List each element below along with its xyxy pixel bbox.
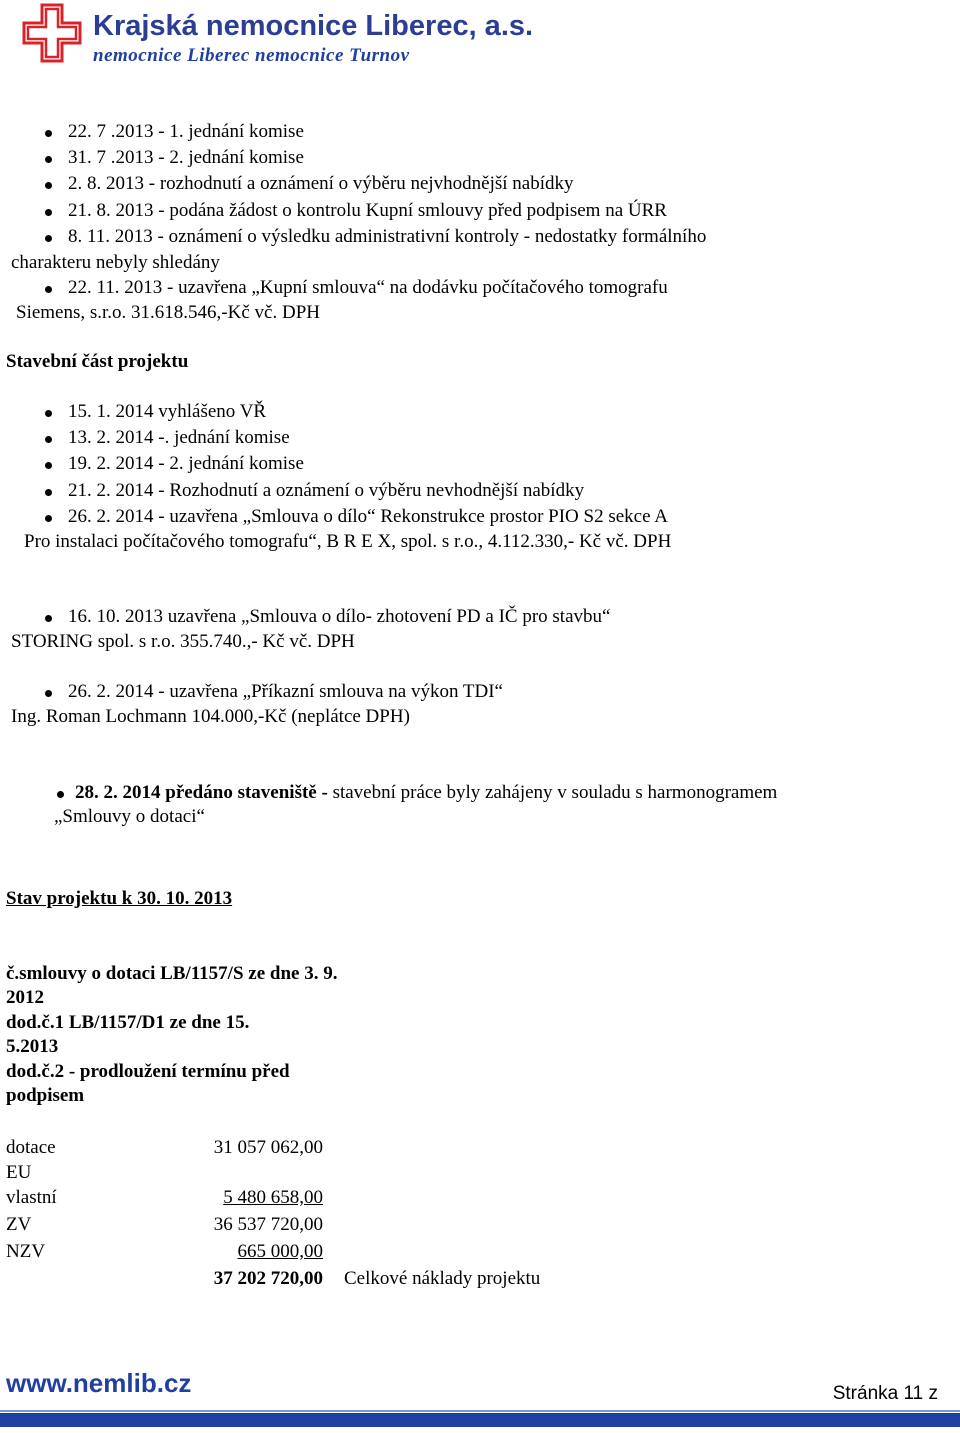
- funding-label: dotace: [6, 1137, 56, 1158]
- funding-value: 665 000,00: [237, 1241, 323, 1262]
- funding-label: NZV: [6, 1241, 46, 1262]
- contract-line: dod.č.1 LB/1157/D1 ze dne 15.: [6, 1012, 250, 1033]
- section-heading: Stavební část projektu: [6, 351, 189, 372]
- total-value: 37 202 720,00: [213, 1268, 323, 1289]
- list-item: 26. 2. 2014 - uzavřena „Smlouva o dílo“ Rekonstrukce prostor PIO S2 sekce A: [68, 506, 668, 527]
- list-item: [75, 782, 777, 804]
- contract-line: č.smlouvy o dotaci LB/1157/S ze dne 3. 9.: [6, 963, 338, 984]
- funding-value: 36 537 720,00: [213, 1214, 323, 1235]
- header-title: Krajská nemocnice Liberec, a.s.: [93, 10, 534, 42]
- contract-line: 2012: [6, 987, 44, 1008]
- funding-value: 5 480 658,00: [223, 1187, 323, 1208]
- funding-label: EU: [6, 1162, 32, 1183]
- funding-label: vlastní: [6, 1187, 57, 1208]
- contract-line: podpisem: [6, 1085, 85, 1106]
- bullet-icon: [45, 615, 52, 622]
- site-handover-bold: 28. 2. 2014 předáno staveniště -: [75, 782, 328, 803]
- list-item: 22. 11. 2013 - uzavřena „Kupní smlouva“ na dodávku počítačového tomografu: [68, 277, 668, 298]
- bullet-icon: [45, 156, 52, 163]
- red-cross-logo-icon: [22, 3, 82, 63]
- bullet-icon: [45, 410, 52, 417]
- list-item: 26. 2. 2014 - uzavřena „Příkazní smlouva na výkon TDI“: [68, 681, 503, 702]
- footer-stripe-icon: [0, 1404, 960, 1427]
- list-item: 13. 2. 2014 -. jednání komise: [68, 427, 290, 448]
- list-item-continuation: Ing. Roman Lochmann 104.000,-Kč (neplátce DPH): [11, 706, 410, 727]
- list-item: 21. 2. 2014 - Rozhodnutí a oznámení o výběru nevhodnější nabídky: [68, 480, 585, 501]
- list-item: 2. 8. 2013 - rozhodnutí a oznámení o výběru nejvhodnější nabídky: [68, 173, 574, 194]
- footer-bar: [0, 1404, 960, 1427]
- bullet-icon: [45, 235, 52, 242]
- list-item-continuation: Siemens, s.r.o. 31.618.546,-Kč vč. DPH: [16, 302, 320, 323]
- list-item: 16. 10. 2013 uzavřena „Smlouva o dílo- zhotovení PD a IČ pro stavbu“: [68, 606, 611, 627]
- funding-value: 31 057 062,00: [213, 1137, 323, 1158]
- bullet-icon: [57, 791, 64, 798]
- funding-label: ZV: [6, 1214, 32, 1235]
- bullet-icon: [45, 209, 52, 216]
- bullet-icon: [45, 130, 52, 137]
- list-item-continuation: „Smlouvy o dotaci“: [54, 806, 205, 827]
- total-label: Celkové náklady projektu: [344, 1268, 541, 1289]
- bullet-icon: [45, 182, 52, 189]
- footer-website: www.nemlib.cz: [6, 1368, 192, 1398]
- bullet-icon: [45, 286, 52, 293]
- bullet-icon: [45, 436, 52, 443]
- status-heading: Stav projektu k 30. 10. 2013: [6, 888, 233, 909]
- list-item: 8. 11. 2013 - oznámení o výsledku administrativní kontroly - nedostatky formálního: [68, 226, 707, 247]
- bullet-icon: [45, 690, 52, 697]
- hospital-logo: [22, 3, 82, 63]
- bullet-icon: [45, 515, 52, 522]
- contract-line: 5.2013: [6, 1036, 59, 1057]
- header-subtitle: nemocnice Liberec nemocnice Turnov: [93, 45, 410, 66]
- list-item: 22. 7 .2013 - 1. jednání komise: [68, 121, 304, 142]
- list-item: 15. 1. 2014 vyhlášeno VŘ: [68, 401, 267, 422]
- bullet-icon: [45, 462, 52, 469]
- list-item: 19. 2. 2014 - 2. jednání komise: [68, 453, 304, 474]
- list-item-continuation: Pro instalaci počítačového tomografu“, B R E X, spol. s r.o., 4.112.330,- Kč vč. DPH: [24, 531, 672, 552]
- list-item: 31. 7 .2013 - 2. jednání komise: [68, 147, 304, 168]
- list-item-continuation: charakteru nebyly shledány: [11, 252, 220, 273]
- footer-page-number: Stránka 11 z: [832, 1383, 938, 1404]
- bullet-icon: [45, 489, 52, 496]
- site-handover-text: stavební práce byly zahájeny v souladu s harmonogramem: [327, 782, 778, 803]
- list-item: 21. 8. 2013 - podána žádost o kontrolu Kupní smlouvy před podpisem na ÚRR: [68, 200, 667, 221]
- list-item-continuation: STORING spol. s r.o. 355.740.,- Kč vč. DPH: [11, 631, 355, 652]
- contract-line: dod.č.2 - prodloužení termínu před: [6, 1061, 290, 1082]
